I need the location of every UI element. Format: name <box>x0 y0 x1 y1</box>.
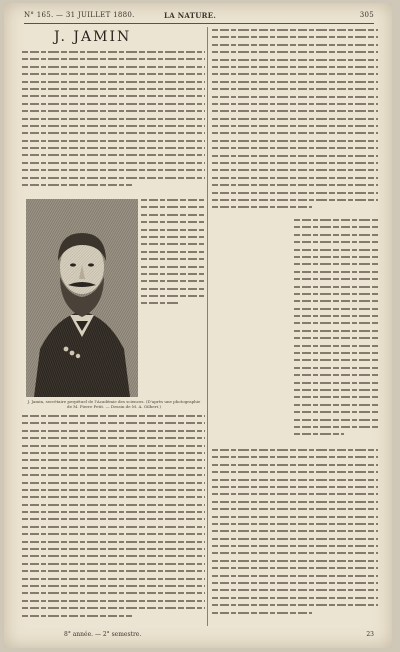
text-line <box>212 51 378 53</box>
text-line <box>294 382 378 384</box>
text-line <box>212 523 378 525</box>
journal-page <box>4 3 392 648</box>
text-line <box>294 345 378 347</box>
text-line <box>212 184 378 186</box>
text-line <box>22 592 205 594</box>
text-line <box>294 411 378 413</box>
page-header <box>24 11 374 23</box>
text-line <box>212 538 378 540</box>
text-line <box>22 445 205 447</box>
text-line <box>294 367 378 369</box>
text-line <box>22 474 205 476</box>
text-line <box>212 169 378 171</box>
left-column-intro-text <box>22 51 205 195</box>
text-line <box>294 389 378 391</box>
text-line <box>212 132 378 134</box>
text-line <box>22 459 205 461</box>
text-line <box>22 504 205 506</box>
right-column-narrow-text <box>294 219 378 445</box>
text-line <box>22 585 205 587</box>
text-line <box>212 29 378 31</box>
text-line <box>212 552 378 554</box>
text-line <box>212 612 312 614</box>
text-line <box>294 226 378 228</box>
text-line <box>22 578 205 580</box>
text-line <box>212 516 378 518</box>
text-line <box>294 263 378 265</box>
text-line <box>212 604 378 606</box>
text-line <box>22 103 205 105</box>
text-line <box>22 132 205 134</box>
volume-label: 8° année. — 2° semestre. <box>64 631 142 638</box>
text-line <box>212 493 378 495</box>
text-line <box>212 88 378 90</box>
text-line <box>22 548 205 550</box>
text-line <box>294 219 378 221</box>
text-line <box>22 518 205 520</box>
text-line <box>22 95 205 97</box>
text-line <box>212 177 378 179</box>
text-line <box>212 508 378 510</box>
portrait-engraving <box>26 199 138 397</box>
portrait-figure <box>26 199 202 414</box>
text-line <box>212 110 378 112</box>
text-line <box>294 433 344 435</box>
text-line <box>294 286 378 288</box>
text-line <box>212 44 378 46</box>
text-line <box>294 396 378 398</box>
text-line <box>294 352 378 354</box>
text-line <box>212 567 378 569</box>
left-column-lower-text <box>22 415 205 625</box>
text-line <box>212 545 378 547</box>
text-line <box>22 51 205 53</box>
text-line <box>294 374 378 376</box>
text-line <box>212 206 312 208</box>
text-line <box>212 479 378 481</box>
text-line <box>22 88 205 90</box>
page-number: 305 <box>359 11 374 19</box>
text-line <box>212 449 378 451</box>
text-line <box>212 118 378 120</box>
text-line <box>212 582 378 584</box>
text-line <box>22 58 205 60</box>
text-line <box>22 511 205 513</box>
text-line <box>212 471 378 473</box>
text-line <box>294 249 378 251</box>
text-line <box>212 560 378 562</box>
text-line <box>294 315 378 317</box>
text-line <box>22 437 205 439</box>
text-line <box>294 404 378 406</box>
text-line <box>294 278 378 280</box>
text-line <box>22 533 205 535</box>
text-line <box>22 177 205 179</box>
text-line <box>22 563 205 565</box>
text-line <box>22 66 205 68</box>
text-line <box>294 426 378 428</box>
text-line <box>212 597 378 599</box>
text-line <box>294 300 378 302</box>
header-divider <box>24 23 374 24</box>
text-line <box>212 199 378 201</box>
column-divider <box>207 27 208 626</box>
text-line <box>294 241 378 243</box>
page-footer <box>24 631 374 641</box>
text-line <box>22 600 205 602</box>
text-line <box>22 125 205 127</box>
signature-mark: 23 <box>366 631 374 638</box>
text-line <box>212 140 378 142</box>
text-line <box>212 81 378 83</box>
text-line <box>22 118 205 120</box>
text-line <box>212 36 378 38</box>
text-line <box>22 467 205 469</box>
text-line <box>22 541 205 543</box>
text-line <box>22 81 205 83</box>
text-line <box>294 337 378 339</box>
right-column-lower-text <box>212 449 378 625</box>
text-line <box>212 162 378 164</box>
text-line <box>212 464 378 466</box>
text-line <box>294 419 378 421</box>
text-line <box>212 155 378 157</box>
text-line <box>212 96 378 98</box>
text-line <box>22 570 205 572</box>
text-line <box>294 271 378 273</box>
text-line <box>22 496 205 498</box>
text-line <box>294 293 378 295</box>
portrait-illustration <box>26 199 138 397</box>
issue-label: N° 165. — 31 JUILLET 1880. <box>24 11 135 19</box>
portrait-caption: J. Jamin, secrétaire perpétuel de l'Académie des sciences. (D'après une photographie de M. Pierre Petit. — Dessin de M. A. Gilbert.) <box>27 399 201 409</box>
text-line <box>212 501 378 503</box>
text-line <box>294 256 378 258</box>
text-line <box>22 607 205 609</box>
text-line <box>22 184 132 186</box>
text-line <box>22 482 205 484</box>
text-line <box>22 162 205 164</box>
text-line <box>22 555 205 557</box>
text-line <box>212 530 378 532</box>
text-line <box>212 59 378 61</box>
text-line <box>22 415 205 417</box>
text-line <box>22 422 205 424</box>
text-line <box>22 140 205 142</box>
text-line <box>294 322 378 324</box>
text-line <box>212 147 378 149</box>
text-line <box>22 489 205 491</box>
right-column-text <box>212 29 378 215</box>
article-title: J. JAMIN <box>54 29 132 45</box>
text-line <box>212 589 378 591</box>
journal-title: LA NATURE. <box>164 11 217 20</box>
text-line <box>22 154 205 156</box>
text-line <box>22 526 205 528</box>
text-line <box>212 66 378 68</box>
text-line <box>22 452 205 454</box>
text-line <box>212 575 378 577</box>
text-line <box>212 456 378 458</box>
text-line <box>212 73 378 75</box>
text-line <box>212 486 378 488</box>
text-line <box>22 147 205 149</box>
text-line <box>294 359 378 361</box>
text-line <box>212 103 378 105</box>
text-line <box>294 234 378 236</box>
text-line <box>294 330 378 332</box>
text-line <box>22 110 205 112</box>
text-line <box>212 125 378 127</box>
text-line <box>22 430 205 432</box>
text-line <box>294 308 378 310</box>
text-line <box>22 615 132 617</box>
text-line <box>22 73 205 75</box>
text-line <box>22 169 205 171</box>
text-line <box>212 192 378 194</box>
